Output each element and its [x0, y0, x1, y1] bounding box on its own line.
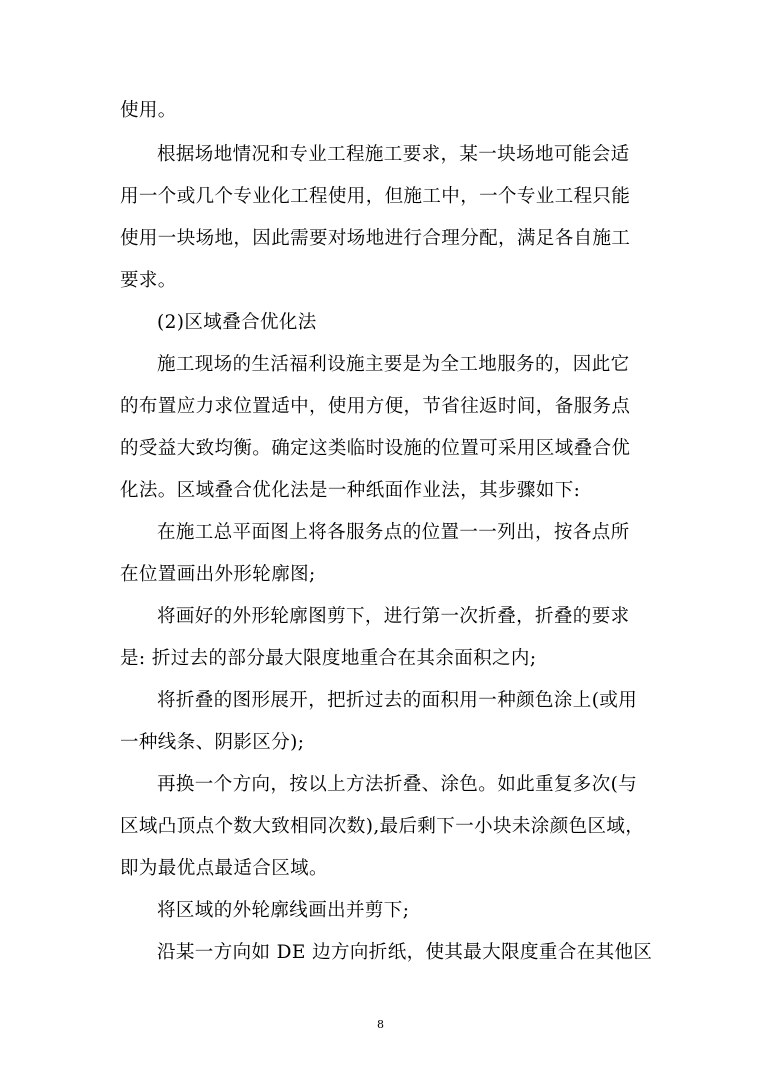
text-line: 在施工总平面图上将各服务点的位置一一列出，按各点所: [157, 522, 630, 543]
text-line: 的布置应力求位置适中，使用方便，节省往返时间，备服务点: [120, 396, 631, 417]
text-line: 使用一块场地，因此需要对场地进行合理分配，满足各自施工: [120, 228, 631, 249]
text-line: 一种线条、阴影区分);: [120, 732, 305, 753]
text-line: 化法。区域叠合优化法是一种纸面作业法，其步骤如下:: [120, 480, 581, 501]
text-line: 将区域的外轮廓线画出并剪下;: [157, 900, 410, 921]
text-line: 将折叠的图形展开，把折过去的面积用一种颜色涂上(或用: [157, 690, 638, 711]
text-line: 沿某一方向如 DE 边方向折纸，使其最大限度重合在其他区: [157, 942, 653, 963]
text-line: 将画好的外形轮廓图剪下，进行第一次折叠，折叠的要求: [157, 606, 630, 627]
text-line: 即为最优点最适合区域。: [120, 858, 328, 879]
text-line: 用一个或几个专业化工程使用，但施工中，一个专业工程只能: [120, 186, 631, 207]
text-line: 根据场地情况和专业工程施工要求，某一块场地可能会适: [157, 144, 630, 165]
text-line: 在位置画出外形轮廓图;: [120, 564, 316, 585]
section-heading: (2)区域叠合优化法: [157, 312, 317, 333]
page-number: 8: [377, 1018, 384, 1031]
text-line: 使用。: [120, 100, 177, 121]
text-line: 区域凸顶点个数大致相同次数),最后剩下一小块未涂颜色区域，: [120, 816, 645, 837]
text-line: 的受益大致均衡。确定这类临时设施的位置可采用区域叠合优: [120, 438, 631, 459]
text-line: 是: 折过去的部分最大限度地重合在其余面积之内;: [120, 648, 537, 669]
text-line: 施工现场的生活福利设施主要是为全工地服务的，因此它: [157, 354, 630, 375]
text-line: 要求。: [120, 270, 177, 291]
text-line: 再换一个方向，按以上方法折叠、涂色。如此重复多次(与: [157, 774, 638, 795]
